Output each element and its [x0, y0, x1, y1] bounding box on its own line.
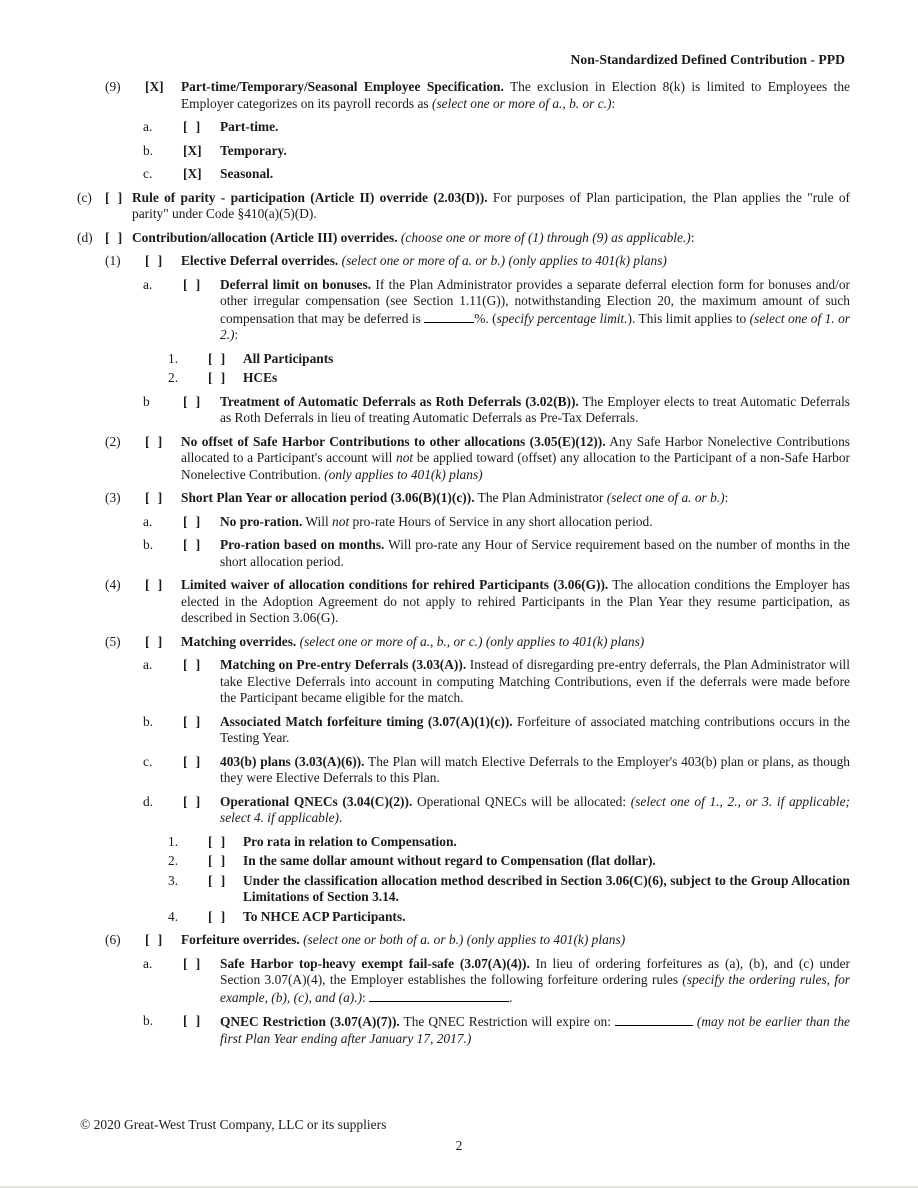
form-item-d	[77, 230, 850, 247]
item-label-d5d2: 2.	[168, 853, 179, 868]
text-segment: Operational QNECs (3.04(C)(2)).	[220, 793, 413, 809]
item-label-d5d3: 3.	[168, 872, 179, 888]
checkbox-9a: [ ]	[183, 119, 201, 134]
item-text-9a	[220, 119, 850, 136]
item-label-d4: (4)	[105, 577, 121, 592]
text-segment: No offset of Safe Harbor Contributions to other allocations (3.05(E)(12)).	[181, 433, 606, 449]
form-item-d3a	[143, 514, 850, 531]
checkbox-d6b: [ ]	[183, 1013, 201, 1028]
item-text-d4	[181, 577, 850, 627]
page-number: 2	[455, 1138, 463, 1153]
text-segment: Will	[302, 513, 333, 529]
text-segment: Limited waiver of allocation conditions for rehired Participants (3.06(G)).	[181, 577, 609, 592]
text-segment: not	[396, 450, 414, 465]
form-item-d1a2	[168, 370, 850, 387]
text-segment: (select one or more of a., b., or c.) (only applies to 401(k) plans)	[296, 633, 645, 649]
form-item-9c	[143, 166, 850, 183]
checkbox-d5d: [ ]	[183, 793, 201, 809]
text-segment: Rule of parity - participation (Article II) override (2.03(D)).	[132, 189, 488, 205]
item-label-d5b: b.	[143, 713, 154, 729]
text-segment: Part-time.	[220, 119, 279, 134]
form-item-d5d	[143, 794, 850, 827]
text-segment: :	[724, 490, 729, 505]
item-text-d5b	[220, 714, 850, 747]
item-label-d1b: b	[143, 393, 150, 409]
text-segment: Forfeiture of associated matching contributions occurs in the Testing Year.	[220, 713, 850, 745]
text-segment: All Participants	[243, 350, 334, 366]
text-segment: Matching overrides.	[181, 633, 297, 649]
text-segment: (select one of 1., 2., or 3. if applicable; select 4. if applicable)	[220, 793, 850, 825]
checkbox-d2: [ ]	[145, 433, 163, 449]
text-segment: :	[234, 327, 239, 342]
item-text-d1	[181, 253, 850, 270]
item-label-d1a2: 2.	[168, 370, 179, 385]
text-segment: :	[690, 229, 695, 245]
item-label-d5d: d.	[143, 793, 154, 809]
checkbox-d5: [ ]	[145, 633, 163, 649]
item-text-d5	[181, 634, 850, 651]
form-item-9b	[143, 143, 850, 160]
item-text-d2	[181, 434, 850, 484]
text-segment: The allocation conditions the Employer has elected in the Adoption Agreement do not apply to rehired Participants in the Plan Year they resume participation, as described in Section 3.06(G).	[181, 577, 850, 625]
page-header-title: Non-Standardized Defined Contribution - PPD	[570, 52, 845, 67]
text-segment: (may not be earlier than the first Plan Year ending after January 17, 2017.)	[220, 1014, 851, 1046]
text-segment: (select one of a. or b.)	[606, 490, 725, 505]
checkbox-d: [ ]	[105, 229, 123, 245]
text-segment: 403(b) plans (3.03(A)(6)).	[220, 753, 365, 769]
checkbox-d5d4: [ ]	[208, 908, 226, 924]
item-label-d5d4: 4.	[168, 908, 179, 924]
form-item-d1a1	[168, 351, 850, 368]
text-segment: ). This limit applies to	[627, 310, 750, 326]
item-text-d5d2	[243, 853, 850, 870]
item-text-d5d4	[243, 909, 850, 926]
item-text-d3b	[220, 537, 850, 570]
text-segment: The Plan Administrator	[474, 490, 607, 505]
form-item-c	[77, 190, 850, 223]
text-segment: The QNEC Restriction will expire on:	[399, 1014, 615, 1029]
text-segment: (select one or more of a., b. or c.)	[432, 95, 612, 111]
item-label-9a: a.	[143, 119, 153, 134]
text-segment: Elective Deferral overrides.	[181, 253, 339, 268]
item-text-d6	[181, 932, 850, 949]
text-segment: specify percentage limit.	[496, 310, 628, 326]
checkbox-d3a: [ ]	[183, 513, 201, 529]
text-segment: For purposes of Plan participation, the Plan applies the "rule of parity" under Code §410(a)(5)(D).	[132, 189, 850, 221]
text-segment: Will pro-rate any Hour of Service requirement based on the number of months in the short allocation period.	[220, 537, 850, 569]
text-segment: In the same dollar amount without regard to Compensation (flat dollar).	[243, 853, 656, 868]
item-label-d3a: a.	[143, 513, 153, 529]
form-item-d1	[105, 253, 850, 270]
text-segment: Pro rata in relation to Compensation.	[243, 833, 457, 849]
form-item-d5d3	[168, 873, 850, 906]
text-segment: :	[611, 95, 616, 111]
item-text-9c	[220, 166, 850, 183]
item-text-d1a2	[243, 370, 850, 387]
text-segment: Part-time/Temporary/Seasonal Employee Specification.	[181, 79, 504, 94]
item-text-d1a	[220, 277, 850, 344]
fill-in-blank	[369, 989, 509, 1002]
form-item-d5d2	[168, 853, 850, 870]
text-segment: The Plan will match Elective Deferrals to the Employer's 403(b) plan or plans, as though they were Elective Deferrals to this Plan.	[220, 753, 850, 785]
checkbox-d5d2: [ ]	[208, 853, 226, 868]
text-segment: In lieu of ordering forfeitures as (a), (b), and (c) under Section 3.07(A)(4), the Employer establishes the following forfeiture ordering rules	[220, 955, 850, 987]
item-text-d1a1	[243, 351, 850, 368]
fill-in-blank	[424, 310, 474, 323]
text-segment: To NHCE ACP Participants.	[243, 908, 406, 924]
checkbox-d1b: [ ]	[183, 393, 201, 409]
text-segment: Treatment of Automatic Deferrals as Roth Deferrals (3.02(B)).	[220, 393, 579, 409]
text-segment: Short Plan Year or allocation period (3.06(B)(1)(c)).	[181, 490, 475, 505]
form-item-d5d1	[168, 834, 850, 851]
form-item-d6	[105, 932, 850, 949]
text-segment: be applied toward (offset) any allocation to the Participant of a non-Safe Harbor Nonelective Contribution.	[181, 450, 851, 482]
checkbox-d5b: [ ]	[183, 713, 201, 729]
text-segment: (select one or more of a. or b.) (only applies to 401(k) plans)	[338, 253, 667, 268]
checkbox-d5d3: [ ]	[208, 872, 226, 888]
form-item-d6a	[143, 956, 850, 1007]
form-item-d2	[105, 434, 850, 484]
checkbox-d4: [ ]	[145, 577, 163, 592]
item-text-d	[132, 230, 850, 247]
checkbox-d1a1: [ ]	[208, 350, 226, 366]
form-item-9a	[143, 119, 850, 136]
checkbox-d3b: [ ]	[183, 537, 201, 552]
form-item-d5	[105, 634, 850, 651]
item-text-d1b	[220, 394, 850, 427]
form-item-d1a	[143, 277, 850, 344]
text-segment: The exclusion in Election 8(k) is limited to Employees the Employer categorizes on its payroll records as	[181, 79, 850, 111]
text-segment: If the Plan Administrator provides a separate deferral election form for bonuses and/or other irregular compensation (see Section 1.11(G)), notwithstanding Election 20, the maximum amount of such compensation that may be deferred is	[220, 276, 850, 326]
form-body	[0, 79, 918, 1054]
text-segment: Any Safe Harbor Nonelective Contributions allocated to a Participant's account will	[181, 433, 850, 465]
fill-in-blank	[615, 1013, 693, 1026]
item-label-d: (d)	[77, 229, 93, 245]
form-item-d1b	[143, 394, 850, 427]
text-segment: %. (	[474, 310, 497, 326]
text-segment: HCEs	[243, 370, 278, 385]
text-segment: Seasonal.	[220, 166, 274, 181]
item-text-d3	[181, 490, 850, 507]
checkbox-d5c: [ ]	[183, 753, 201, 769]
text-segment: Operational QNECs will be allocated:	[412, 793, 631, 809]
item-text-d5d3	[243, 873, 850, 906]
item-label-9: (9)	[105, 79, 121, 94]
item-text-d6a	[220, 956, 850, 1007]
text-segment: Deferral limit on bonuses.	[220, 276, 372, 292]
text-segment: Pro-ration based on months.	[220, 537, 385, 552]
checkbox-d3: [ ]	[145, 490, 163, 505]
text-segment: .	[509, 989, 513, 1005]
item-label-9b: b.	[143, 142, 154, 158]
item-label-d5d1: 1.	[168, 833, 179, 849]
item-label-d6a: a.	[143, 955, 153, 971]
text-segment: Contribution/allocation (Article III) overrides.	[132, 229, 398, 245]
text-segment: Matching on Pre-entry Deferrals (3.03(A)).	[220, 657, 467, 672]
text-segment: The Employer elects to treat Automatic Deferrals as Roth Deferrals in lieu of treating Automatic Deferrals as Pre-Tax Deferrals.	[220, 393, 850, 425]
item-label-d2: (2)	[105, 433, 121, 449]
form-item-d4	[105, 577, 850, 627]
text-segment: pro-rate Hours of Service in any short allocation period.	[349, 513, 653, 529]
checkbox-d5a: [ ]	[183, 657, 201, 672]
text-segment: Temporary.	[220, 142, 287, 158]
item-text-d5a	[220, 657, 850, 707]
text-segment: Safe Harbor top-heavy exempt fail-safe (3.07(A)(4)).	[220, 955, 530, 971]
checkbox-d1a: [ ]	[183, 276, 201, 292]
checkbox-c: [ ]	[105, 189, 123, 205]
checkbox-9b: [X]	[183, 142, 202, 158]
checkbox-9: [X]	[145, 79, 164, 94]
form-item-9	[105, 79, 850, 112]
checkbox-9c: [X]	[183, 166, 202, 181]
item-label-d6b: b.	[143, 1013, 154, 1028]
item-text-d5d1	[243, 834, 850, 851]
item-text-9b	[220, 143, 850, 160]
text-segment: not	[332, 513, 350, 529]
text-segment: (only applies to 401(k) plans)	[324, 466, 483, 482]
copyright-notice: © 2020 Great-West Trust Company, LLC or its suppliers	[80, 1117, 387, 1132]
item-label-d3b: b.	[143, 537, 154, 552]
checkbox-d6: [ ]	[145, 932, 163, 947]
item-label-9c: c.	[143, 166, 153, 181]
item-label-d1a1: 1.	[168, 350, 179, 366]
form-item-d3b	[143, 537, 850, 570]
item-text-d6b	[220, 1013, 850, 1047]
form-item-d5c	[143, 754, 850, 787]
text-segment: Under the classification allocation method described in Section 3.06(C)(6), subject to the Group Allocation Limitations of Section 3.14.	[243, 872, 850, 904]
item-label-d1a: a.	[143, 276, 153, 292]
text-segment: (select one or both of a. or b.) (only applies to 401(k) plans)	[303, 932, 626, 947]
item-label-d1: (1)	[105, 253, 121, 268]
item-label-c: (c)	[77, 189, 92, 205]
text-segment: (specify the ordering rules, for example, (b), (c), and (a).)	[220, 972, 851, 1005]
item-label-d5a: a.	[143, 657, 153, 672]
checkbox-d5d1: [ ]	[208, 833, 226, 849]
text-segment: (choose one or more of (1) through (9) as applicable.)	[397, 229, 691, 245]
form-item-d6b	[143, 1013, 850, 1047]
item-label-d5c: c.	[143, 753, 153, 769]
checkbox-d1: [ ]	[145, 253, 163, 268]
text-segment: .	[339, 810, 343, 825]
item-label-d5: (5)	[105, 633, 121, 649]
item-label-d6: (6)	[105, 932, 121, 947]
checkbox-d1a2: [ ]	[208, 370, 226, 385]
form-item-d5b	[143, 714, 850, 747]
form-item-d5d4	[168, 909, 850, 926]
text-segment: QNEC Restriction (3.07(A)(7)).	[220, 1014, 400, 1029]
item-text-d5d	[220, 794, 850, 827]
form-item-d5a	[143, 657, 850, 707]
text-segment: :	[362, 989, 370, 1005]
item-text-9	[181, 79, 850, 112]
text-segment: Associated Match forfeiture timing (3.07(A)(1)(c)).	[220, 713, 513, 729]
item-text-c	[132, 190, 850, 223]
text-segment: Forfeiture overrides.	[181, 932, 300, 947]
text-segment: (select one of 1. or 2.)	[220, 310, 851, 342]
checkbox-d6a: [ ]	[183, 955, 201, 971]
item-text-d5c	[220, 754, 850, 787]
text-segment: No pro-ration.	[220, 513, 303, 529]
item-label-d3: (3)	[105, 490, 121, 505]
form-item-d3	[105, 490, 850, 507]
item-text-d3a	[220, 514, 850, 531]
text-segment: Instead of disregarding pre-entry deferrals, the Plan Administrator will take Elective Deferrals into account in computing Matching Contributions, even if the deferrals were made before the Participant became eligible for the match.	[220, 657, 850, 705]
